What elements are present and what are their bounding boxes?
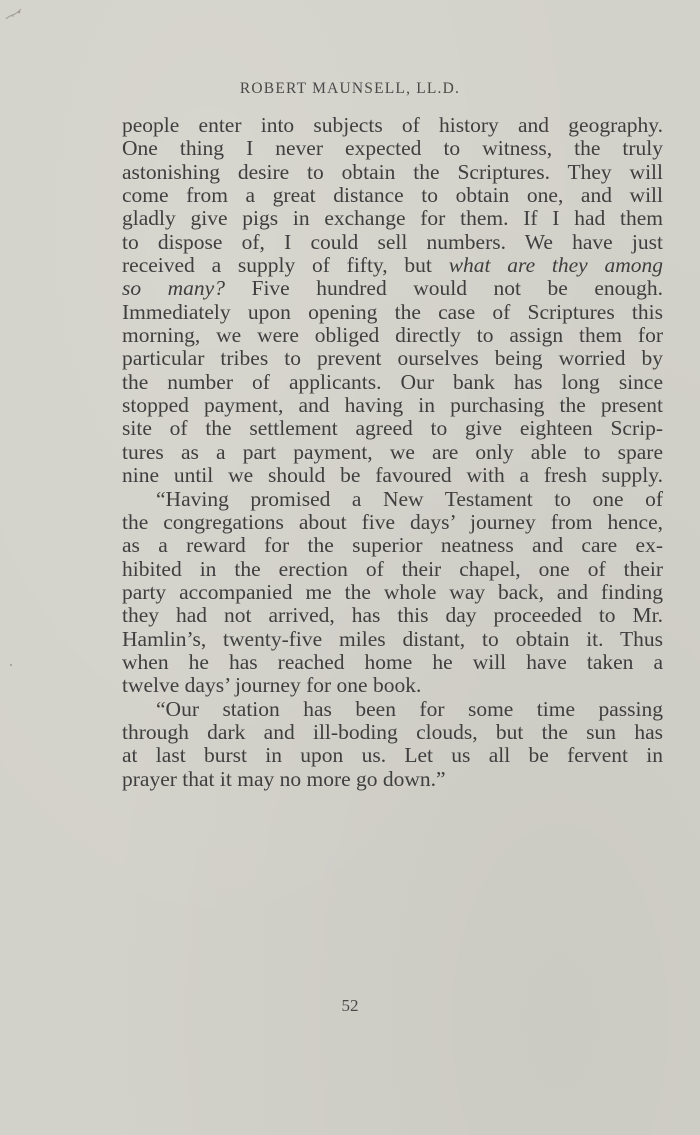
text-line: the number of applicants. Our bank has long since [122,369,663,394]
running-head: ROBERT MAUNSELL, LL.D. [239,80,461,97]
text-line: party accompanied me the whole way back, and finding [122,579,663,604]
text-line: stopped payment, and having in purchasing the present [122,393,663,418]
text-line: tures as a part payment, we are only able to spare [122,439,663,464]
body-text [122,114,663,791]
text-line: astonishing desire to obtain the Scriptures. They will [122,159,663,184]
text-line: “Having promised a New Testament to one of [156,486,663,511]
text-line: they had not arrived, has this day proceeded to Mr. [122,603,663,628]
text-line: morning, we were obliged directly to assign them for [122,323,663,348]
text-line [122,277,663,300]
text-line: through dark and ill-boding clouds, but the sun has [122,719,663,744]
text-line-roman: received a supply of fifty, but [122,253,432,278]
text-line: One thing I never expected to witness, the truly [122,136,663,161]
text-line: the congregations about five days’ journey from hence, [122,509,663,534]
text-line: come from a great distance to obtain one, and will [122,183,663,208]
text-line: nine until we should be favoured with a fresh supply. [122,463,663,488]
text-line: site of the settlement agreed to give eighteen Scrip- [122,416,663,441]
text-line-italic: what are they among [448,253,664,278]
text-line: particular tribes to prevent ourselves being worried by [122,346,663,371]
text-line: twelve days’ journey for one book. [122,673,422,698]
text-line: to dispose of, I could sell numbers. We have just [122,229,663,254]
text-line: hibited in the erection of their chapel, one of their [122,556,663,581]
corner-smudge-mark [4,6,24,22]
text-line: Immediately upon opening the case of Scriptures this [122,299,663,324]
text-line: Hamlin’s, twenty-five miles distant, to obtain it. Thus [122,626,663,651]
page-number: 52 [341,996,359,1015]
text-line [122,254,663,277]
text-line: gladly give pigs in exchange for them. If I had them [122,206,663,231]
text-line-italic: so many? [122,276,225,301]
text-line: when he has reached home he will have taken a [122,649,663,674]
paper-speck [10,664,12,666]
text-line: prayer that it may no more go down.” [122,766,446,791]
text-line: as a reward for the superior neatness and care ex- [122,533,663,558]
text-line: at last burst in upon us. Let us all be fervent in [122,743,663,768]
text-line-roman: Five hundred would not be enough. [251,276,663,301]
text-line: “Our station has been for some time passing [156,696,663,721]
text-line: people enter into subjects of history and geography. [122,113,663,137]
